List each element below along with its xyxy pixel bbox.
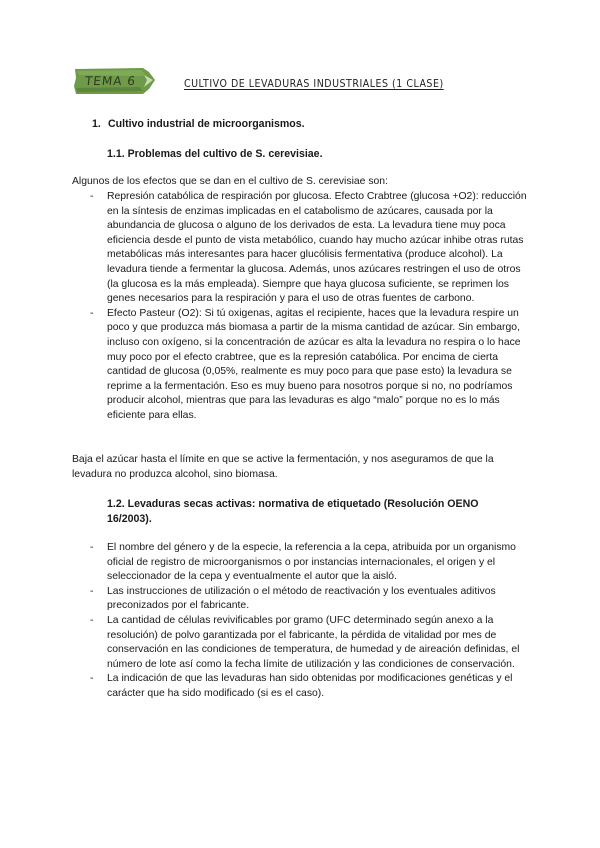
list-item <box>72 585 534 614</box>
section-1-title: Cultivo industrial de microorganismos. <box>108 118 305 130</box>
labeling-item-text: Las instrucciones de utilización o el método de reactivación y los eventuales aditivos preconizados por el fabricante. <box>107 585 496 612</box>
section-1-heading <box>92 118 305 130</box>
list-item <box>72 190 534 307</box>
page-title: CULTIVO DE LEVADURAS INDUSTRIALES (1 CLASE) <box>184 77 444 90</box>
list-item <box>72 541 534 585</box>
list-dash: - <box>90 585 94 597</box>
section-1-1-heading: 1.1. Problemas del cultivo de S. cerevisiae. <box>107 148 323 160</box>
list-dash: - <box>90 191 94 202</box>
section-1-2-heading: 1.2. Levaduras secas activas: normativa de etiquetado (Resolución OENO 16/2003). <box>107 498 479 525</box>
list-dash: - <box>90 542 94 553</box>
intro-paragraph: Algunos de los efectos que se dan en el cultivo de S. cerevisiae son: <box>72 176 388 187</box>
list-dash: - <box>90 614 94 626</box>
labeling-list <box>72 541 534 702</box>
effects-list <box>72 190 534 424</box>
labeling-item-text: La cantidad de células revivificables por gramo (UFC determinado según anexo a la resolución) de polvo garantizada por el fabricante, la pérdida de vitalidad por mes de conservación en las condiciones de temperatura, de humedad y de aireación definidas, el número de lote así como la fecha límite de utilización y las condiciones de conservación. <box>107 614 520 670</box>
labeling-item-text: La indicación de que las levaduras han sido obtenidas por modificaciones genéticas y el carácter que ha sido modificado (si es el caso). <box>107 673 513 699</box>
list-dash: - <box>90 307 94 319</box>
section-1-number: 1. <box>92 118 101 130</box>
list-dash: - <box>90 673 94 685</box>
tema-label: TEMA 6 <box>84 74 137 88</box>
effect-crabtree-text: Represión catabólica de respiración por glucosa. Efecto Crabtree (glucosa +O2): reducción en la síntesis de enzimas implicadas en el catabolismo de azúcares, causada por la abundancia de glucosa o alguno de los derivados de esta. La levadura tiene muy poca eficiencia desde el punto de vista metabólico, cuando hay mucho azúcar inhibe otras rutas metabólicas más interesantes para hacer glucólisis fermentativa (produce alcohol). La levadura tiende a fermentar la glucosa. Además, unos azúcares restringen el uso de otros (la glucosa es la más empleada). Siempre que haya glucosa suficiente, se reprimen los genes necesarios para la respiración y para el uso de otras fuentes de carbono. <box>107 191 527 305</box>
list-item <box>72 672 534 701</box>
list-item <box>72 307 534 424</box>
effect-pasteur-text: Efecto Pasteur (O2): Si tú oxigenas, agitas el recipiente, haces que la levadura respire un poco y que produzca más biomasa a partir de la misma cantidad de azúcar. Sin embargo, incluso con oxígeno, si la concentración de azúcar es alta la levadura no respira o lo hace muy poco por el efecto crabtree, que es la represión catabólica. Por encima de cierta cantidad de glucosa (0,05%, realmente es muy poco para que pase esto) la levadura se reprime a la fermentación. Eso es muy bueno para nosotros porque si no, no podríamos producir alcohol, mientras que para las levaduras es algo “malo” porque no es lo más eficiente para ellas. <box>107 307 521 421</box>
labeling-item-text: El nombre del género y de la especie, la referencia a la cepa, atribuida por un organismo oficial de registro de microorganismos o por instancias internacionales, el origen y el seleccionador de la cepa y eventualmente el autor que la aisló. <box>107 542 516 583</box>
conclusion-paragraph: Baja el azúcar hasta el límite en que se active la fermentación, y nos aseguramos de que la levadura no produzca alcohol, sino biomasa. <box>72 454 494 480</box>
list-item <box>72 614 534 672</box>
